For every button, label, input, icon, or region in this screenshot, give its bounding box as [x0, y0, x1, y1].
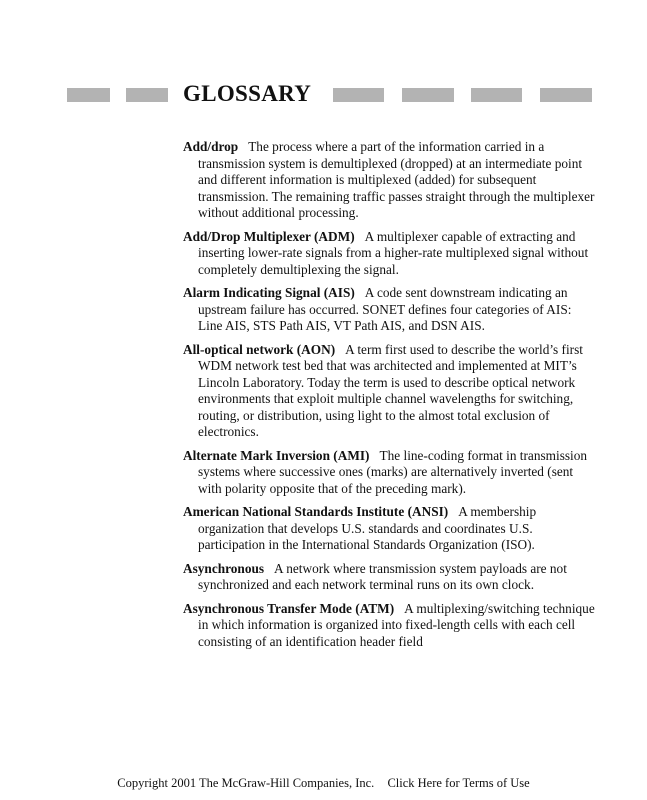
header-bar-right-3	[471, 88, 522, 102]
glossary-term: Alternate Mark Inversion (AMI)	[183, 447, 370, 463]
glossary-entry	[183, 601, 597, 651]
glossary-entry	[183, 504, 597, 554]
glossary-entry	[183, 561, 597, 594]
header-bar-right-1	[333, 88, 384, 102]
glossary-entry	[183, 448, 597, 498]
header-bar-left-1	[67, 88, 110, 102]
glossary-entry	[183, 139, 597, 222]
glossary-entry	[183, 285, 597, 335]
copyright-text: Copyright 2001 The McGraw-Hill Companies, Inc.	[117, 776, 375, 790]
glossary-list	[183, 139, 597, 657]
glossary-definition: A term first used to describe the world’s first WDM network test bed that was architected and implemented at MIT’s Lincoln Laboratory. Today the term is used to describe optical network environments that exploit multiple channel wavelengths for switching, routing, or distribution, using light to the almost total exclusion of electronics.	[198, 341, 583, 439]
glossary-definition: The process where a part of the information carried in a transmission system is demultiplexed (dropped) at an intermediate point and different information is multiplexed (added) for subsequent transmission. The remaining traffic passes straight through the multiplexer without additional processing.	[198, 139, 595, 220]
glossary-term: Alarm Indicating Signal (AIS)	[183, 285, 355, 300]
glossary-definition: A network where transmission system payloads are not synchronized and each network terminal runs on its own clock.	[198, 560, 567, 592]
glossary-entry	[183, 229, 597, 279]
glossary-term: All-optical network (AON)	[183, 341, 336, 357]
glossary-term: Add/drop	[183, 139, 239, 154]
terms-of-use-link[interactable]: Click Here for Terms of Use	[387, 776, 530, 790]
header-bar-right-4	[540, 88, 592, 102]
glossary-term: Asynchronous Transfer Mode (ATM)	[183, 600, 395, 616]
page-title: GLOSSARY	[183, 81, 312, 106]
header-bar-left-2	[126, 88, 168, 102]
glossary-definition: A code sent downstream indicating an upstream failure has occurred. SONET defines four categories of AIS: Line AIS, STS Path AIS, VT Path AIS, and DSN AIS.	[198, 285, 572, 333]
page-footer	[0, 776, 647, 791]
glossary-definition: A multiplexing/switching technique in which information is organized into fixed-length cells with each cell consisting of an identification header field	[198, 600, 595, 649]
glossary-definition: The line-coding format in transmission systems where successive ones (marks) are alternatively inverted (sent with polarity opposite that of the preceding mark).	[198, 447, 588, 496]
glossary-definition: A membership organization that develops U.S. standards and coordinates U.S. participation in the International Standards Organization (ISO).	[198, 504, 537, 552]
glossary-term: Asynchronous	[183, 560, 265, 576]
glossary-term: Add/Drop Multiplexer (ADM)	[183, 228, 355, 244]
glossary-definition: A multiplexer capable of extracting and inserting lower-rate signals from a higher-rate multiplexed signal without completely demultiplexing the signal.	[198, 228, 589, 277]
header-bar-right-2	[402, 88, 454, 102]
glossary-term: American National Standards Institute (ANSI)	[183, 504, 449, 519]
glossary-entry	[183, 342, 597, 441]
